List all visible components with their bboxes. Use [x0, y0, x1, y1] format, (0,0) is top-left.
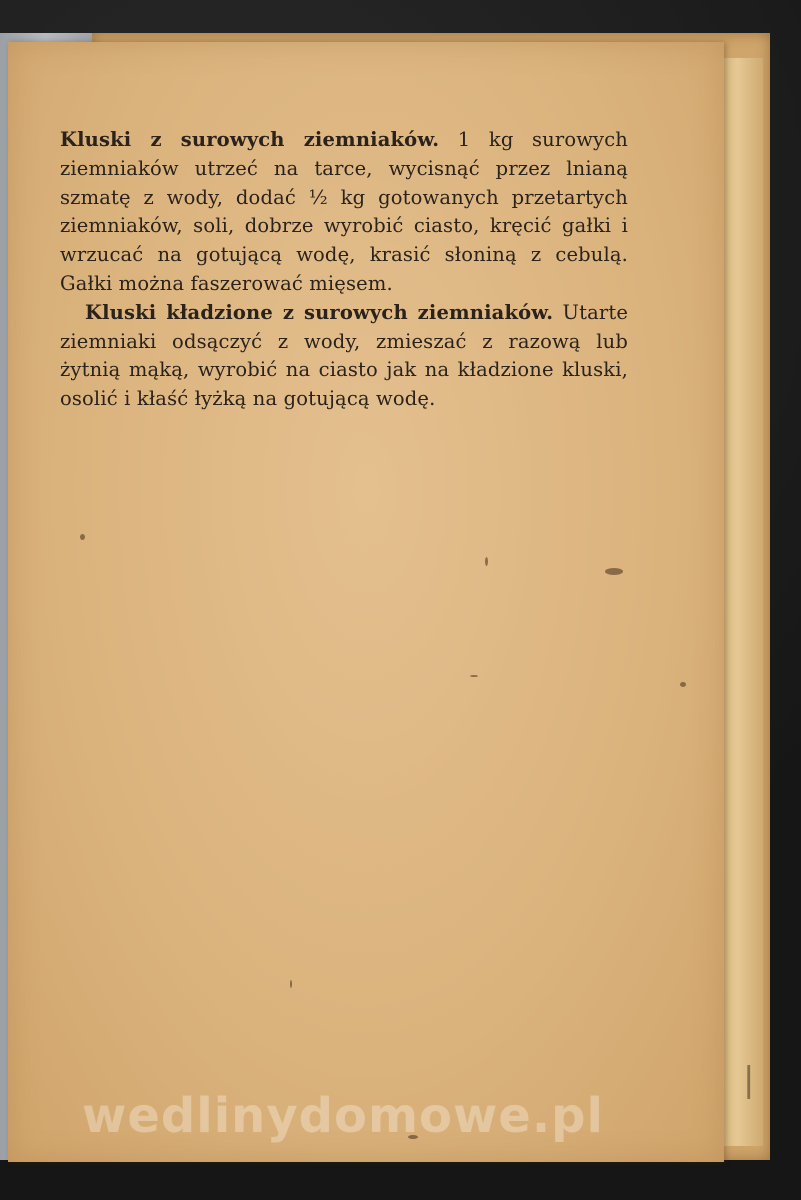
recipe-body: 1 kg surowych ziemniaków utrzeć na tarce, wycisnąć przez lnianą szmatę z wody, dodać ½ kg gotowanych przetartych ziemniaków, soli, dobrze wyrobić ciasto, kręcić gałki i wrzucać na gotującą wodę, krasić słoniną z cebulą. Gałki można faszerować mięsem. — [60, 128, 629, 295]
recipe-heading: Kluski kładzione z surowych ziemniaków. — [85, 300, 554, 324]
watermark: wedlinydomowe.pl — [82, 1088, 604, 1144]
recipe-paragraph — [60, 126, 628, 299]
paper-speck — [485, 557, 488, 566]
book-page — [8, 42, 724, 1162]
pencil-mark: | — [743, 1060, 755, 1100]
recipe-body: Utarte ziemniaki odsączyć z wody, zmieszać z razową lub żytnią mąką, wyrobić na ciasto jak na kładzione kluski, osolić i kłaść łyżką na gotującą wodę. — [60, 300, 629, 411]
paper-speck — [470, 675, 478, 677]
page-edges — [720, 58, 763, 1146]
paper-speck — [605, 568, 623, 575]
paper-speck — [680, 682, 686, 687]
recipe-text — [60, 126, 628, 414]
paper-speck — [290, 980, 292, 988]
recipe-paragraph — [60, 299, 628, 414]
paper-speck — [80, 534, 85, 540]
recipe-heading: Kluski z surowych ziemniaków. — [60, 128, 440, 151]
